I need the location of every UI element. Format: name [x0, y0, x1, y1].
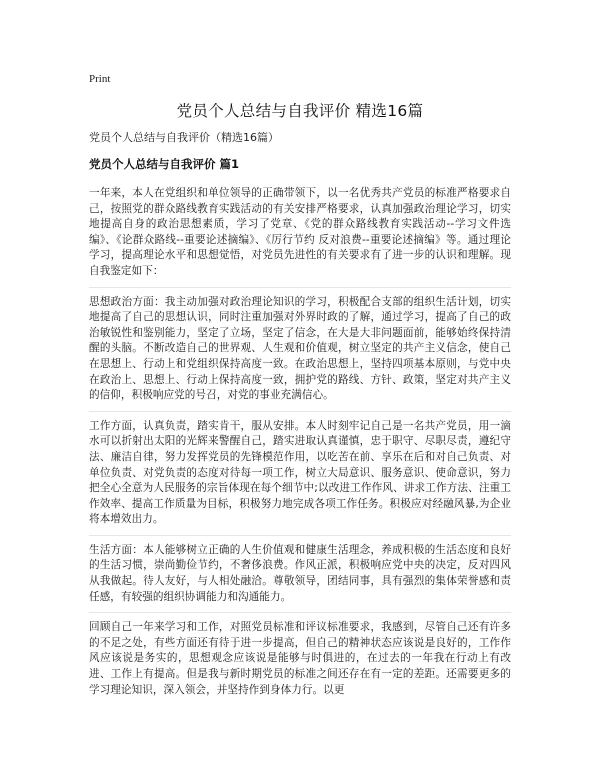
paragraph-work: 工作方面，认真负责，踏实肯干，服从安排。本人时刻牢记自己是一名共产党员，用一滴水可以折射出太阳的光辉来警醒自己，踏实进取认真谨慎，忠于职守、尽职尽责，遵纪守法、廉洁自律，努力发挥党员的先锋模范作用，以吃苦在前、享乐在后和对自己负责、对单位负责、对党负责的态度对待每一项工作，树立大局意识、服务意识、使命意识，努力把全心全意为人民服务的宗旨体现在每个细节中;以改进工作作风、讲求工作方法、注重工作效率、提高工作质量为目标，积极努力地完成各项工作任务。积极应对经融风暴,为企业将本增效出力。	[89, 419, 511, 526]
section-heading: 党员个人总结与自我评价 篇1	[89, 157, 240, 171]
print-link[interactable]: Print	[89, 73, 111, 85]
paragraph-divider	[89, 612, 511, 613]
paragraph-divider	[89, 535, 511, 536]
paragraph-divider	[89, 287, 511, 288]
paragraph-life: 生活方面：本人能够树立正确的人生价值观和健康生活理念，养成积极的生活态度和良好的生活习惯，崇尚勤俭节约，不奢侈浪费。作风正派，积极响应党中央的决定，反对四风从我做起。待人友好，与人相处融洽。尊敬领导，团结同事，具有强烈的集体荣誉感和责任感，有较强的组织协调能力和沟通能力。	[89, 543, 511, 603]
document-subtitle: 党员个人总结与自我评价（精选16篇）	[89, 131, 279, 144]
document-body	[89, 186, 511, 712]
paragraph-intro: 一年来，本人在党组织和单位领导的正确带领下，以一名优秀共产党员的标准严格要求自己，按照党的群众路线教育实践活动的有关安排严格要求，认真加强政治理论学习，切实地提高自身的政治思想素质，学习了党章、《党的群众路线教育实践活动--学习文件选编》、《论群众路线--重要论述摘编》、《厉行节约 反对浪费--重要论述摘编》等。通过理论学习，提高理论水平和思想觉悟，对党员先进性的有关要求有了进一步的认识和理解。现自我鉴定如下：	[89, 187, 511, 277]
paragraph-review: 回顾自己一年来学习和工作，对照党员标准和评议标准要求，我感到，尽管自己还有许多的不足之处，有些方面还有待于进一步提高，但自己的精神状态应该说是良好的，工作作风应该说是务实的，思想观念应该说是能够与时俱进的，在过去的一年我在行动上有改进、工作上有提高。但是我与新时期党员的标准之间还存在有一定的差距。还需要更多的学习理论知识，深入领会，并坚持作到身体力行。以更	[89, 621, 511, 696]
document-title: 党员个人总结与自我评价 精选16篇	[176, 102, 424, 120]
paragraph-divider	[89, 411, 511, 412]
paragraph-political: 思想政治方面：我主动加强对政治理论知识的学习，积极配合支部的组织生活计划，切实地提高了自己的思想认识，同时注重加强对外界时政的了解，通过学习，提高了自己的政治敏锐性和鉴别能力，坚定了立场，坚定了信念，在大是大非问题面前，能够始终保持清醒的头脑。不断改造自己的世界观、人生观和价值观，树立坚定的共产主义信念，使自己在思想上、行动上和党组织保持高度一致。在政治思想上，坚持四项基本原则，与党中央在政治上、思想上、行动上保持高度一致，拥护党的路线、方针、政策，坚定对共产主义的信仰，积极响应党的号召，对党的事业充满信心。	[89, 295, 511, 402]
